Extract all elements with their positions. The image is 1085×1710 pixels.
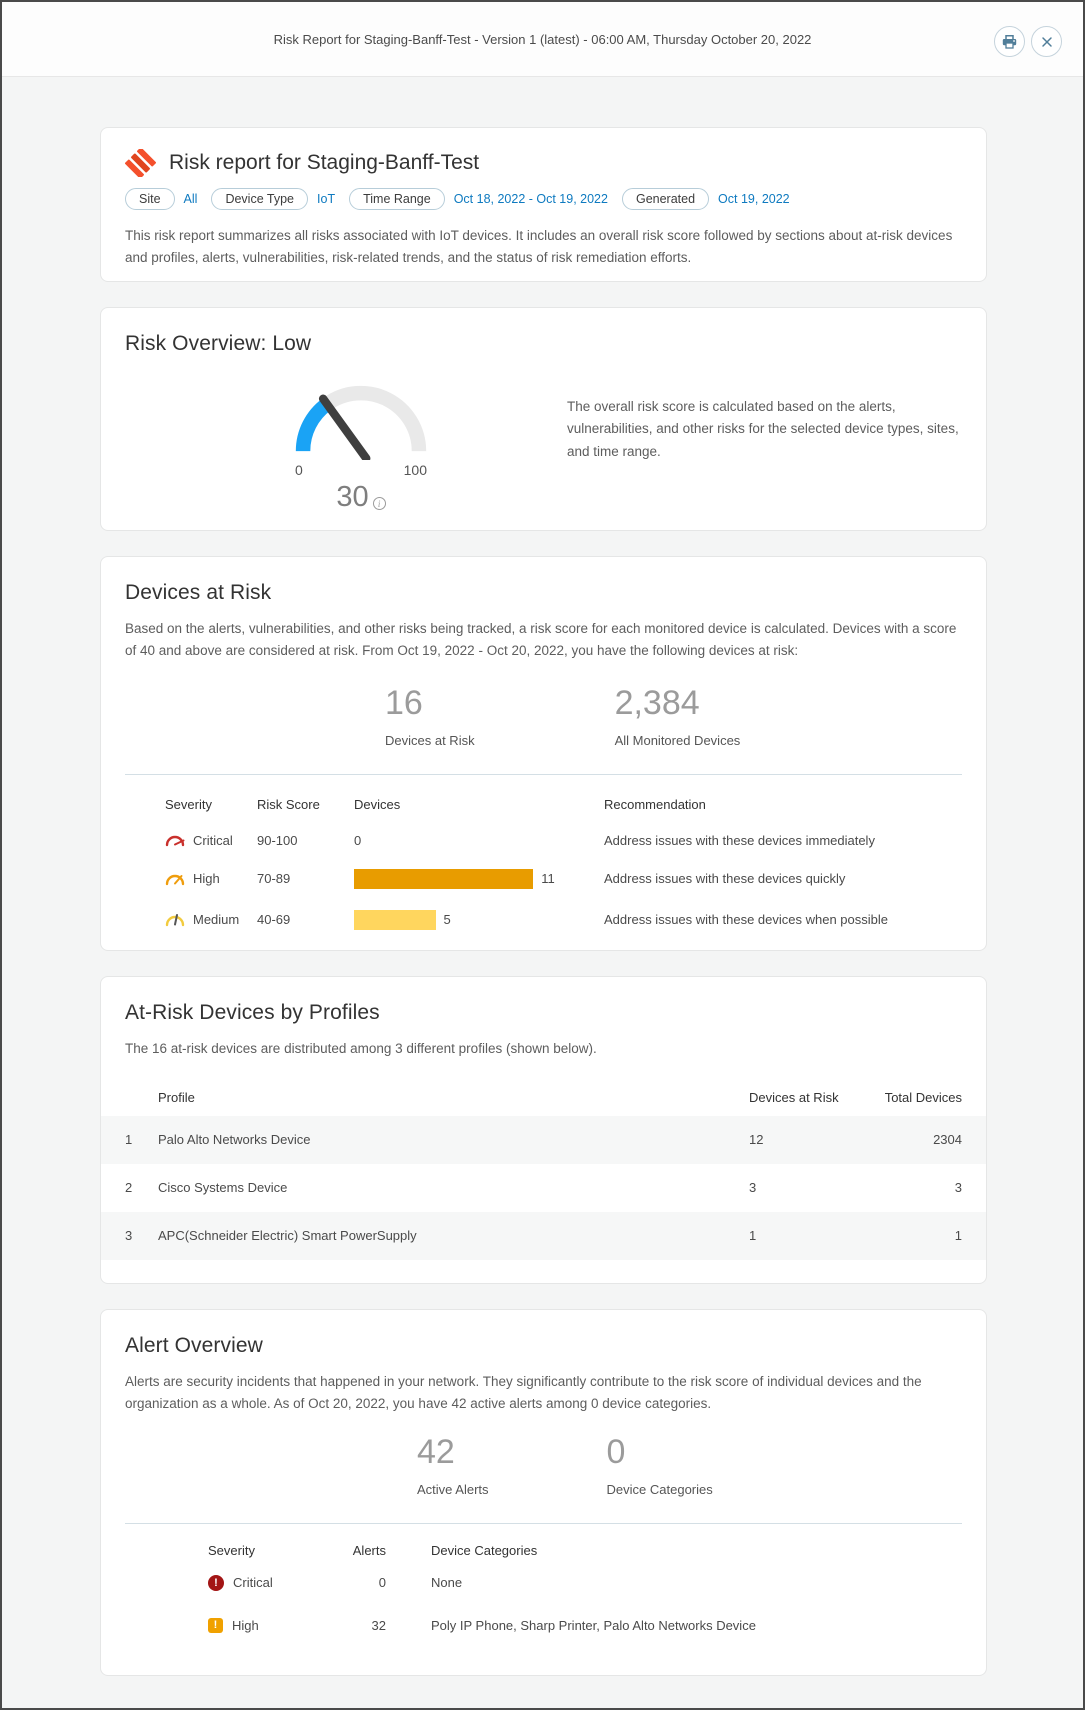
stat-value: 2,384 [614, 683, 700, 722]
severity-label: Medium [193, 912, 240, 928]
severity-label: Critical [193, 832, 233, 848]
devices-count: 0 [354, 832, 362, 848]
recommendation-text: Address issues with these devices quickly [604, 871, 846, 887]
total-devices-count: 1 [954, 1228, 962, 1244]
row-index: 2 [125, 1180, 133, 1196]
table-row [165, 910, 962, 930]
filter-pill-site: Site [125, 188, 175, 210]
speedometer-high-icon [165, 872, 185, 886]
stat-label: All Monitored Devices [614, 732, 741, 748]
col-header-device-categories: Device Categories [431, 1542, 538, 1558]
speedometer-critical-icon [165, 833, 185, 847]
devices-count: 5 [443, 912, 451, 928]
risk-overview-description: The overall risk score is calculated based on the alerts, vulnerabilities, and other risks for the selected device types, sites, and time range. [567, 399, 959, 459]
stat-label: Active Alerts [417, 1481, 489, 1497]
table-row [101, 1212, 986, 1260]
stat-active-alerts [417, 1433, 489, 1497]
stat-value: 42 [417, 1432, 455, 1471]
row-index: 3 [125, 1228, 133, 1244]
device-categories-text: None [431, 1575, 463, 1591]
risk-score-value: 30 [336, 481, 369, 513]
col-header-profile: Profile [158, 1090, 195, 1106]
alert-overview-card [100, 1309, 987, 1676]
device-categories-text: Poly IP Phone, Sharp Printer, Palo Alto Networks Device [431, 1617, 756, 1633]
table-row [208, 1575, 962, 1591]
recommendation-text: Address issues with these devices immediately [604, 832, 875, 848]
critical-alert-icon: ! [208, 1575, 224, 1591]
alerts-table [208, 1543, 962, 1633]
stat-all-monitored-devices [615, 684, 741, 748]
col-header-severity: Severity [208, 1542, 255, 1558]
filter-value-time-range[interactable]: Oct 18, 2022 - Oct 19, 2022 [453, 192, 608, 206]
table-row [165, 869, 962, 889]
stat-label: Device Categories [606, 1481, 713, 1497]
speedometer-medium-icon [165, 913, 185, 927]
filter-pill-time-range: Time Range [349, 188, 445, 210]
print-button[interactable] [994, 26, 1025, 57]
alerts-table-header [208, 1543, 962, 1558]
report-header-card [100, 127, 987, 282]
profiles-table [101, 1080, 986, 1260]
risk-score-range: 70-89 [257, 871, 291, 887]
devices-at-risk-count: 3 [749, 1180, 757, 1196]
severity-table [165, 797, 962, 930]
profile-name: Palo Alto Networks Device [158, 1132, 311, 1148]
close-button[interactable] [1031, 26, 1062, 57]
palo-alto-networks-logo-icon [125, 149, 156, 177]
filter-pill-device-type: Device Type [211, 188, 308, 210]
window-controls [994, 26, 1062, 57]
modal-header [2, 2, 1083, 77]
recommendation-text: Address issues with these devices when possible [604, 912, 888, 928]
alert-overview-description: Alerts are security incidents that happened in your network. They significantly contribute to the risk score of individual devices and the organization as a whole. As of Oct 20, 2022, you have 42 active alerts among 0 device categories. [125, 1374, 922, 1411]
profiles-table-header [101, 1080, 986, 1116]
row-index: 1 [125, 1132, 133, 1148]
devices-at-risk-count: 1 [749, 1228, 757, 1244]
filter-pill-generated: Generated [622, 188, 709, 210]
modal-title: Risk Report for Staging-Banff-Test - Version 1 (latest) - 06:00 AM, Thursday October 20, 2022 [273, 31, 812, 47]
stat-device-categories [607, 1433, 713, 1497]
profiles-card [100, 976, 987, 1284]
gauge-needle [323, 399, 366, 459]
gauge-max-label: 100 [403, 462, 427, 478]
filter-value-device-type[interactable]: IoT [317, 192, 336, 206]
severity-label: High [193, 871, 220, 887]
filter-tags [125, 188, 962, 210]
stat-label: Devices at Risk [385, 732, 475, 748]
devices-at-risk-description: Based on the alerts, vulnerabilities, and other risks being tracked, a risk score for each monitored device is calculated. Devices with a score of 40 and above are considered at risk. From Oct 19, 2022 - Oct 20, 2022, you have the following devices at risk: [125, 621, 957, 658]
report-description: This risk report summarizes all risks associated with IoT devices. It includes an overall risk score followed by sections about at-risk devices and profiles, alerts, vulnerabilities, risk-related trends, and the status of risk remediation efforts. [125, 228, 953, 265]
devices-at-risk-card [100, 556, 987, 951]
severity-label: Critical [233, 1575, 273, 1591]
table-row [165, 833, 962, 848]
devices-count: 11 [541, 871, 555, 887]
risk-gauge [293, 382, 429, 514]
risk-overview-card [100, 307, 987, 531]
risk-score-range: 40-69 [257, 912, 291, 928]
devices-bar [354, 910, 436, 930]
section-divider [125, 774, 962, 775]
gauge-arc [293, 382, 429, 460]
col-header-total-devices: Total Devices [884, 1090, 962, 1106]
col-header-recommendation: Recommendation [604, 796, 706, 812]
stat-value: 16 [385, 683, 423, 722]
risk-score-range: 90-100 [257, 832, 298, 848]
high-alert-icon: ! [208, 1618, 223, 1633]
col-header-alerts: Alerts [352, 1542, 386, 1558]
filter-value-site[interactable]: All [183, 192, 198, 206]
report-title: Risk report for Staging-Banff-Test [169, 151, 480, 174]
total-devices-count: 2304 [933, 1132, 962, 1148]
stat-devices-at-risk [385, 684, 475, 748]
col-header-devices-at-risk: Devices at Risk [749, 1090, 839, 1106]
risk-overview-heading: Risk Overview: Low [125, 332, 312, 355]
printer-icon [1001, 34, 1018, 50]
report-body [2, 77, 1083, 1676]
col-header-risk-score: Risk Score [257, 796, 320, 812]
col-header-devices: Devices [354, 796, 401, 812]
profile-name: Cisco Systems Device [158, 1180, 288, 1196]
filter-value-generated[interactable]: Oct 19, 2022 [718, 192, 790, 206]
profile-name: APC(Schneider Electric) Smart PowerSupply [158, 1228, 417, 1244]
devices-at-risk-count: 12 [749, 1132, 764, 1148]
table-row [101, 1164, 986, 1212]
alert-count: 32 [371, 1617, 386, 1633]
section-divider [125, 1523, 962, 1524]
profiles-description: The 16 at-risk devices are distributed among 3 different profiles (shown below). [125, 1041, 597, 1056]
info-icon[interactable]: i [373, 497, 386, 510]
total-devices-count: 3 [954, 1180, 962, 1196]
alert-overview-heading: Alert Overview [125, 1334, 263, 1357]
severity-table-header [165, 797, 962, 812]
table-row [208, 1618, 962, 1633]
profiles-heading: At-Risk Devices by Profiles [125, 1001, 380, 1024]
severity-label: High [232, 1617, 259, 1633]
devices-at-risk-heading: Devices at Risk [125, 581, 272, 604]
alert-count: 0 [378, 1575, 386, 1591]
gauge-min-label: 0 [295, 462, 303, 478]
devices-bar [354, 869, 533, 889]
col-header-severity: Severity [165, 796, 212, 812]
table-row [101, 1116, 986, 1164]
close-icon [1040, 35, 1054, 49]
stat-value: 0 [606, 1432, 626, 1471]
